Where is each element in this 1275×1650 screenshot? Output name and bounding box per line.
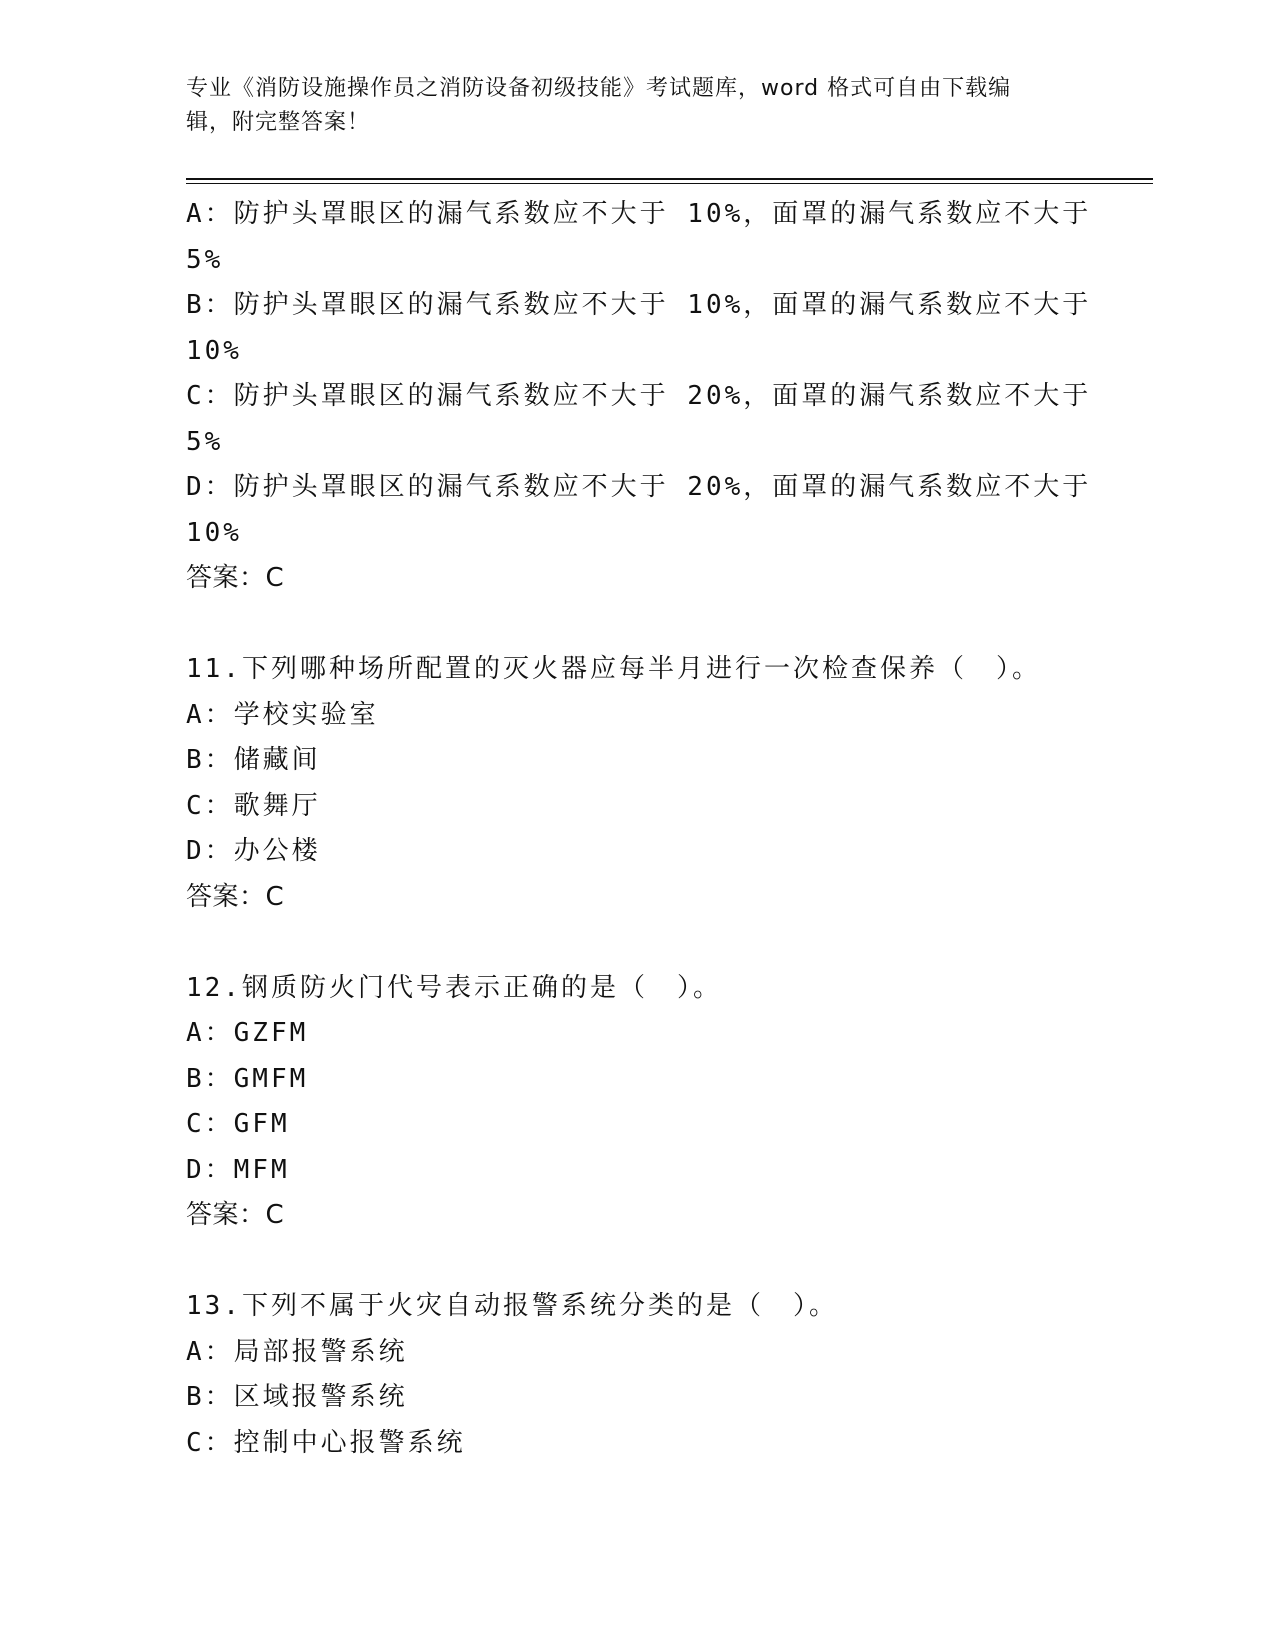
header-rule-thin — [186, 183, 1153, 184]
option-a: A：GZFM — [186, 1018, 309, 1048]
header-line-2: 辑，附完整答案！ — [186, 110, 371, 135]
option-d-line-2: 10% — [186, 517, 242, 548]
option-d: D：办公楼 — [186, 836, 321, 866]
option-b: B：区域报警系统 — [186, 1382, 408, 1412]
option-d-line-1: D：防护头罩眼区的漏气系数应不大于 20%，面罩的漏气系数应不大于 — [186, 472, 1092, 502]
header-line-1: 专业《消防设施操作员之消防设备初级技能》考试题库，word 格式可自由下载编 — [186, 76, 1012, 101]
option-d: D：MFM — [186, 1154, 290, 1185]
option-a-line-1: A：防护头罩眼区的漏气系数应不大于 10%，面罩的漏气系数应不大于 — [186, 199, 1092, 229]
spacer — [186, 1239, 1086, 1285]
question-12 — [186, 966, 1086, 1239]
document-header — [186, 72, 1086, 140]
option-b: B：储藏间 — [186, 745, 321, 775]
question-10 — [186, 192, 1092, 602]
question-stem: 13.下列不属于火灾自动报警系统分类的是（ ）。 — [186, 1291, 838, 1321]
question-11 — [186, 647, 1086, 920]
answer: 答案：C — [186, 1200, 285, 1230]
answer: 答案：C — [186, 881, 285, 912]
question-stem: 11.下列哪种场所配置的灭火器应每半月进行一次检查保养（ ）。 — [186, 654, 1041, 684]
option-c: C：GFM — [186, 1109, 290, 1139]
option-b-line-2: 10% — [186, 335, 242, 366]
question-stem: 12.钢质防火门代号表示正确的是（ ）。 — [186, 972, 722, 1003]
option-c-line-1: C：防护头罩眼区的漏气系数应不大于 20%，面罩的漏气系数应不大于 — [186, 381, 1092, 411]
option-c: C：歌舞厅 — [186, 790, 321, 821]
answer: 答案：C — [186, 563, 285, 593]
header-rule-thick — [186, 178, 1153, 180]
spacer — [186, 602, 1086, 648]
question-list — [186, 192, 1092, 1466]
question-13 — [186, 1284, 1086, 1466]
option-a: A：学校实验室 — [186, 699, 379, 730]
option-a-line-2: 5% — [186, 244, 224, 275]
spacer — [186, 920, 1086, 966]
option-b: B：GMFM — [186, 1063, 309, 1094]
option-b-line-1: B：防护头罩眼区的漏气系数应不大于 10%，面罩的漏气系数应不大于 — [186, 290, 1092, 320]
option-a: A：局部报警系统 — [186, 1336, 408, 1367]
option-c: C：控制中心报警系统 — [186, 1427, 466, 1458]
option-c-line-2: 5% — [186, 426, 224, 457]
